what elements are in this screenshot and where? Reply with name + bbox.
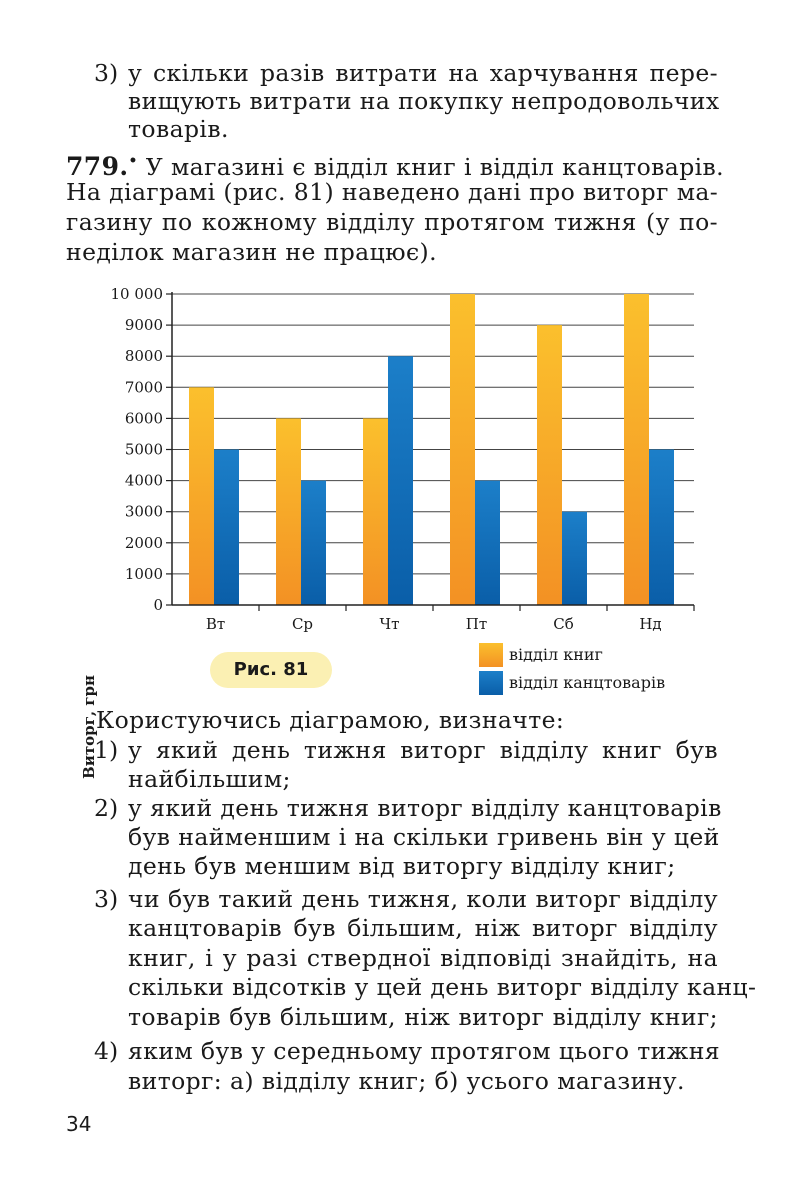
question-4-line-2: виторг: а) відділу книг; б) усього магазину. [128,1067,685,1095]
x-tick-label: Нд [639,615,662,633]
y-tick-label: 5000 [124,440,163,459]
intro-item-3-line-1: у скільки разів витрати на харчування пере- [128,59,718,87]
figure-label: Рис. 81 [210,652,332,688]
x-tick-label: Ср [291,615,314,633]
bar-stationery-3 [388,356,413,605]
question-3-line-1: чи був такий день тижня, коли виторг відділу [128,885,718,913]
x-tick-label: Сб [553,615,574,633]
question-1-line-1: у який день тижня виторг відділу книг був [128,736,718,764]
x-tick-label: Вт [205,615,226,633]
bar-books-5 [537,325,562,605]
question-2-line-2: був найменшим і на скільки гривень він у цей [128,823,720,851]
chart-y-tick-labels [111,285,164,614]
intro-item-3-line-2: вищують витрати на покупку непродовольчих [128,87,720,115]
y-tick-label: 0 [153,596,163,614]
question-4-number: 4) [94,1037,119,1065]
chart-y-axis-label: Виторг, грн [80,675,98,779]
problem-number: 779.• [66,152,138,181]
y-tick-label: 7000 [124,378,163,397]
y-tick-label: 6000 [124,409,163,428]
bar-books-3 [363,418,388,605]
question-2-line-1: у який день тижня виторг відділу канцтоварів [128,794,722,822]
y-tick-label: 9000 [124,316,163,335]
problem-line-4: неділок магазин не працює). [66,238,437,266]
bar-books-2 [276,418,301,605]
chart-gridlines [172,294,694,574]
x-tick-label: Пт [465,615,488,633]
legend-label-stationery: відділ канцтоварів [509,673,666,692]
bar-stationery-5 [562,512,587,605]
bar-stationery-2 [301,481,326,605]
question-3-line-3: книг, і у разі ствердної відповіді знайдіть, на [128,944,718,972]
page-number: 34 [66,1112,92,1136]
question-4-line-1: яким був у середньому протягом цього тижня [128,1037,721,1065]
question-2-line-3: день був меншим від виторгу відділу книг; [128,852,676,880]
bar-books-6 [624,294,649,605]
y-tick-label: 3000 [124,502,163,521]
bar-books-1 [189,387,214,605]
question-3-line-2: канцтоварів був більшим, ніж виторг відділу [128,914,718,942]
x-tick-label: Чт [379,615,400,633]
problem-line-2: На діаграмі (рис. 81) наведено дані про виторг ма- [66,178,719,206]
y-tick-label: 10 000 [110,285,163,303]
intro-item-3-number: 3) [94,59,119,87]
legend-swatch-stationery [479,671,503,695]
question-2-number: 2) [94,794,119,822]
y-tick-label: 1000 [124,564,163,583]
problem-difficulty-marker: • [128,153,138,169]
question-3-line-5: товарів був більшим, ніж виторг відділу книг; [128,1003,718,1031]
chart-axes [166,292,694,611]
bar-stationery-6 [649,450,674,606]
chart-legend [479,643,665,695]
bar-books-4 [450,294,475,605]
question-1-number: 1) [94,736,119,764]
questions-intro: Користуючись діаграмою, визначте: [96,706,565,734]
legend-swatch-books [479,643,503,667]
bar-stationery-1 [214,450,239,606]
problem-line-3: газину по кожному відділу протягом тижня (у по- [66,208,718,236]
legend-label-books: відділ книг [509,645,603,664]
question-3-number: 3) [94,885,119,913]
y-tick-label: 2000 [124,533,163,552]
problem-line-1-text: У магазині є відділ книг і відділ канцтоварів. [137,153,725,181]
bar-stationery-4 [475,481,500,605]
chart-x-tick-labels [206,615,662,633]
intro-item-3-line-3: товарів. [128,115,229,143]
question-3-line-4: скільки відсотків у цей день виторг відділу канц- [128,973,757,1001]
question-1-line-2: найбільшим; [128,765,291,793]
y-tick-label: 4000 [124,471,163,490]
y-tick-label: 8000 [124,347,163,366]
